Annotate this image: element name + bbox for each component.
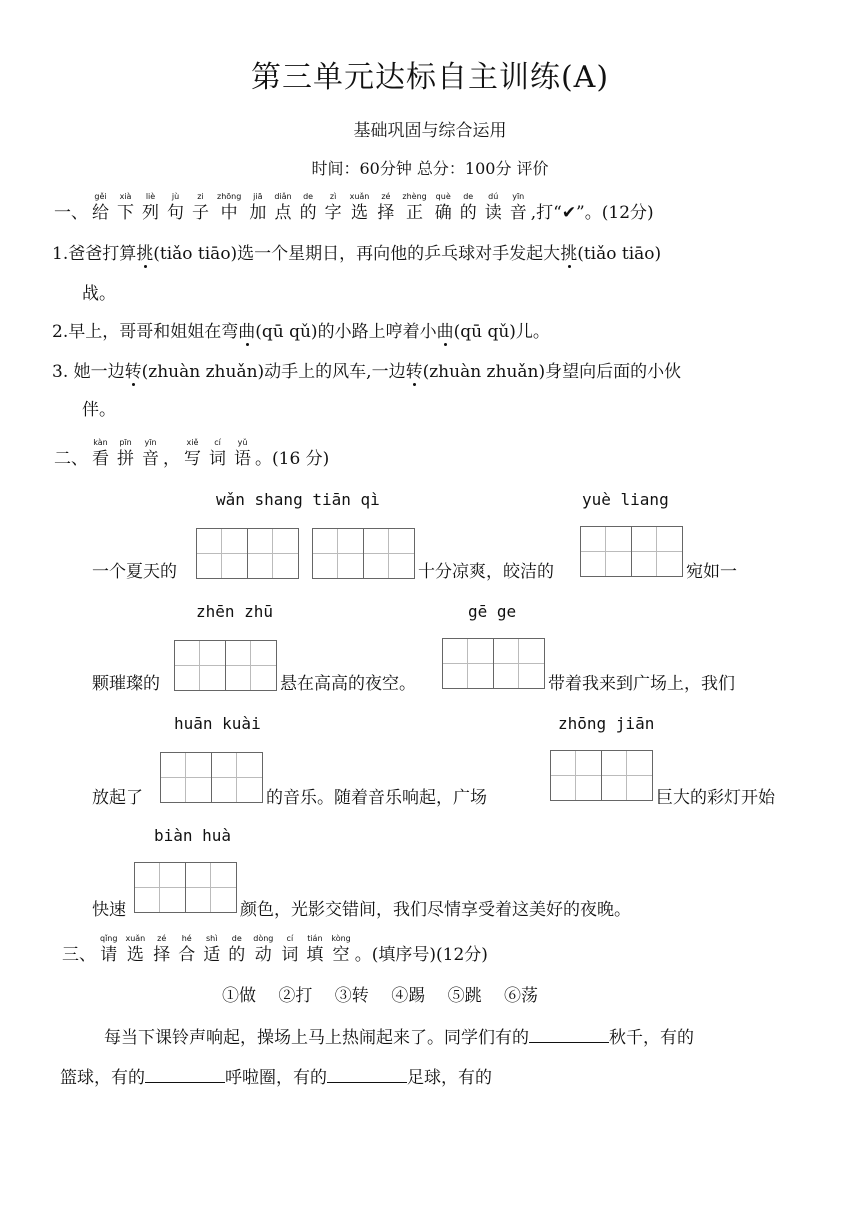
- heading-pinyin: cí: [214, 438, 221, 447]
- q3-text: 足球，有的: [407, 1068, 492, 1088]
- dotted-char: 挑: [560, 244, 578, 264]
- q2-text: 放起了: [92, 788, 143, 808]
- pinyin-label: biàn huà: [154, 826, 232, 845]
- heading-pinyin: zi: [197, 192, 204, 201]
- heading-pinyin: pīn: [119, 438, 132, 447]
- q3-paragraph-line2: [60, 1064, 492, 1090]
- heading-hanzi: 三、: [62, 945, 96, 965]
- heading-char: [142, 192, 159, 224]
- heading-char: [355, 934, 488, 966]
- heading-hanzi: 的: [299, 203, 317, 223]
- heading-pinyin: liè: [145, 192, 156, 201]
- writing-grid[interactable]: [196, 528, 299, 579]
- page-title: 第三单元达标自主训练(A): [250, 60, 610, 95]
- heading-pinyin: diǎn: [274, 192, 292, 201]
- heading-hanzi: 选: [126, 945, 144, 965]
- heading-hanzi: 择: [153, 945, 171, 965]
- q2-text: 悬在高高的夜空。: [280, 674, 416, 694]
- heading-hanzi: 音: [509, 203, 527, 223]
- heading-hanzi: 拼: [117, 449, 134, 469]
- dotted-char: 转: [405, 362, 423, 382]
- heading-pinyin: qǐng: [100, 934, 118, 943]
- q1-line3: [52, 360, 681, 384]
- heading-char: [350, 192, 370, 224]
- heading-pinyin: xuǎn: [349, 192, 370, 201]
- heading-hanzi: 空: [332, 945, 350, 965]
- heading-char: [163, 438, 180, 470]
- q1-text: 2.早上，哥哥和姐姐在弯: [52, 322, 239, 342]
- heading-hanzi: 写: [184, 449, 201, 469]
- heading-char: [274, 192, 291, 224]
- heading-char: [184, 438, 201, 470]
- q3-text: 秋千，有的: [609, 1028, 694, 1048]
- heading-hanzi: 。(填序号)(12分): [354, 945, 488, 965]
- heading-pinyin: jù: [171, 192, 180, 201]
- exam-meta: 时间：60分钟 总分：100分 评价: [311, 159, 549, 178]
- heading-hanzi: 填: [306, 945, 324, 965]
- heading-hanzi: 看: [92, 449, 109, 469]
- heading-pinyin: de: [303, 192, 314, 201]
- heading-hanzi: 二、: [54, 449, 88, 469]
- heading-hanzi: 的: [228, 945, 246, 965]
- heading-char: [234, 438, 251, 470]
- heading-char: [217, 192, 241, 224]
- heading-char: [510, 192, 527, 224]
- heading-hanzi: 给: [92, 203, 109, 223]
- heading-char: [153, 934, 170, 966]
- heading-pinyin: tián: [307, 934, 323, 943]
- heading-pinyin: zé: [381, 192, 391, 201]
- heading-hanzi: 词: [209, 449, 226, 469]
- heading-hanzi: 选: [350, 203, 368, 223]
- heading-hanzi: 词: [281, 945, 299, 965]
- q2-text: 巨大的彩灯开始: [656, 788, 775, 808]
- heading-hanzi: 中: [220, 203, 238, 223]
- heading-char: [331, 934, 350, 966]
- heading-hanzi: 一、: [54, 203, 88, 223]
- answer-blank[interactable]: [145, 1064, 225, 1083]
- heading-pinyin: yǔ: [237, 438, 248, 447]
- heading-char: [100, 934, 117, 966]
- writing-grid[interactable]: [160, 752, 263, 803]
- heading-pinyin: xià: [119, 192, 132, 201]
- q3-text: 呼啦圈，有的: [225, 1068, 327, 1088]
- heading-hanzi: 的: [459, 203, 477, 223]
- heading-char: [54, 438, 88, 470]
- heading-pinyin: cí: [286, 934, 294, 943]
- heading-pinyin: de: [463, 192, 474, 201]
- heading-char: [306, 934, 323, 966]
- heading-char: [228, 934, 245, 966]
- heading-pinyin: dú: [488, 192, 499, 201]
- heading-pinyin: xiě: [186, 438, 199, 447]
- heading-hanzi: 确: [434, 203, 452, 223]
- section-1-heading: [54, 192, 654, 224]
- q2-text: 宛如一: [686, 562, 737, 582]
- q1-line2: [52, 320, 550, 344]
- heading-pinyin: zì: [329, 192, 337, 201]
- heading-pinyin: zhèng: [402, 192, 427, 201]
- heading-pinyin: shì: [206, 934, 218, 943]
- q1-text: (qū qǔ)的小路上哼着小: [255, 322, 437, 342]
- q2-text: 十分凉爽，皎洁的: [418, 562, 554, 582]
- writing-grid[interactable]: [550, 750, 653, 801]
- heading-char: [435, 192, 452, 224]
- writing-grid[interactable]: [580, 526, 683, 577]
- heading-hanzi: 点: [274, 203, 292, 223]
- q2-text: 带着我来到广场上，我们: [548, 674, 735, 694]
- heading-pinyin: de: [231, 934, 242, 943]
- heading-pinyin: kàn: [93, 438, 108, 447]
- heading-char: [249, 192, 266, 224]
- heading-hanzi: 请: [100, 945, 118, 965]
- heading-char: [178, 934, 195, 966]
- heading-char: [255, 438, 329, 470]
- q1-text: (qū qǔ)儿。: [453, 322, 550, 342]
- heading-hanzi: 动: [254, 945, 272, 965]
- heading-char: [54, 192, 88, 224]
- heading-pinyin: kòng: [331, 934, 351, 943]
- heading-pinyin: jiā: [253, 192, 263, 201]
- pinyin-label: zhōng jiān: [558, 714, 655, 733]
- heading-char: [253, 934, 273, 966]
- heading-hanzi: 读: [484, 203, 502, 223]
- q2-text: 颜色，光影交错间，我们尽情享受着这美好的夜晚。: [240, 900, 631, 920]
- section-3-heading: [62, 934, 488, 966]
- heading-char: [485, 192, 502, 224]
- heading-hanzi: 音: [142, 449, 159, 469]
- q2-text: 的音乐。随着音乐响起，广场: [266, 788, 487, 808]
- pinyin-label: yuè liang: [582, 490, 669, 509]
- heading-char: [62, 934, 96, 966]
- heading-hanzi: 适: [203, 945, 221, 965]
- heading-hanzi: 下: [117, 203, 134, 223]
- q1-text: (tiǎo tiāo)选一个星期日，再向他的乒乓球对手发起大: [153, 244, 561, 264]
- q2-text: 一个夏天的: [92, 562, 177, 582]
- q1-line1: [52, 242, 661, 266]
- heading-char: [531, 192, 654, 224]
- heading-char: [325, 192, 342, 224]
- heading-hanzi: 合: [178, 945, 196, 965]
- writing-grid[interactable]: [442, 638, 545, 689]
- heading-char: [92, 192, 109, 224]
- pinyin-label: huān kuài: [174, 714, 261, 733]
- q1-text: 1.爸爸打算: [52, 244, 137, 264]
- dotted-char: 曲: [436, 322, 454, 342]
- heading-hanzi: 句: [167, 203, 184, 223]
- heading-hanzi: 加: [249, 203, 267, 223]
- heading-pinyin: dòng: [253, 934, 274, 943]
- q2-text: 颗璀璨的: [92, 674, 160, 694]
- heading-char: [142, 438, 159, 470]
- writing-grid[interactable]: [174, 640, 277, 691]
- answer-blank[interactable]: [529, 1024, 609, 1043]
- q1-text: (zhuàn zhuǎn)身望向后面的小伙: [422, 362, 682, 382]
- heading-hanzi: 列: [142, 203, 159, 223]
- heading-pinyin: què: [435, 192, 451, 201]
- heading-hanzi: 择: [377, 203, 395, 223]
- heading-pinyin: zé: [157, 934, 167, 943]
- pinyin-label: gē ge: [468, 602, 517, 621]
- heading-char: [117, 438, 134, 470]
- q2-text: 快速: [92, 900, 126, 920]
- heading-hanzi: 正: [406, 203, 424, 223]
- section-2-heading: [54, 438, 329, 470]
- verb-options: ①做 ②打 ③转 ④踢 ⑤跳 ⑥荡: [222, 986, 539, 1006]
- q3-text: 篮球，有的: [60, 1068, 145, 1088]
- q3-text: 每当下课铃声响起，操场上马上热闹起来了。同学们有的: [104, 1028, 529, 1048]
- dotted-char: 曲: [238, 322, 256, 342]
- heading-char: [281, 934, 298, 966]
- heading-char: [209, 438, 226, 470]
- heading-char: [92, 438, 109, 470]
- heading-pinyin: xuǎn: [125, 934, 146, 943]
- heading-pinyin: yīn: [512, 192, 525, 201]
- heading-pinyin: gěi: [94, 192, 107, 201]
- heading-char: [192, 192, 209, 224]
- heading-hanzi: ，: [163, 449, 180, 469]
- heading-hanzi: 语: [234, 449, 251, 469]
- heading-hanzi: 。(16 分): [255, 449, 330, 469]
- page-subtitle: 基础巩固与综合运用: [353, 121, 507, 141]
- q1-text: (zhuàn zhuǎn)动手上的风车,一边: [141, 362, 406, 382]
- heading-char: [125, 934, 145, 966]
- heading-char: [203, 934, 220, 966]
- q1-text: 3. 她一边: [52, 362, 125, 382]
- heading-hanzi: ,打“✔”。(12分): [530, 203, 654, 223]
- heading-char: [460, 192, 477, 224]
- q1-line3-cont: 伴。: [82, 400, 116, 420]
- heading-pinyin: hé: [181, 934, 192, 943]
- q3-paragraph-line1: [104, 1024, 694, 1050]
- heading-hanzi: 子: [192, 203, 209, 223]
- heading-char: [300, 192, 317, 224]
- heading-char: [167, 192, 184, 224]
- answer-blank[interactable]: [327, 1064, 407, 1083]
- dotted-char: 转: [124, 362, 142, 382]
- heading-char: [377, 192, 394, 224]
- q1-line1-cont: 战。: [82, 284, 116, 304]
- dotted-char: 挑: [136, 244, 154, 264]
- heading-char: [117, 192, 134, 224]
- heading-pinyin: zhōng: [217, 192, 242, 201]
- pinyin-label: zhēn zhū: [196, 602, 274, 621]
- heading-char: [402, 192, 426, 224]
- heading-hanzi: 字: [324, 203, 342, 223]
- q1-text: (tiǎo tiāo): [577, 244, 662, 264]
- heading-pinyin: yīn: [144, 438, 157, 447]
- pinyin-label: wǎn shang tiān qì: [216, 490, 380, 509]
- writing-grid[interactable]: [134, 862, 237, 913]
- writing-grid[interactable]: [312, 528, 415, 579]
